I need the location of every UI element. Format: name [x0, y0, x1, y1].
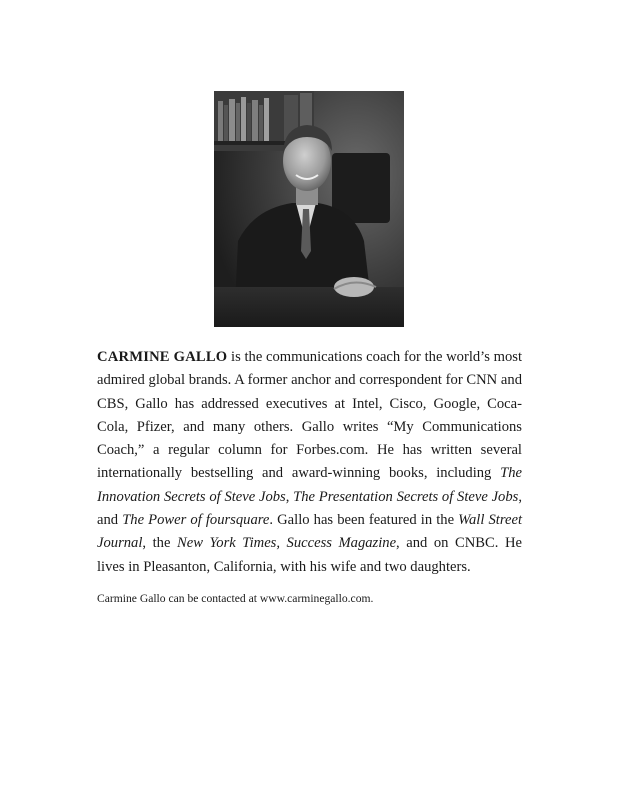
book-title: The Presentation Secrets of Steve Jobs — [293, 488, 519, 505]
book-title: The Power of foursquare — [122, 512, 270, 529]
publication-title: New York Times, Success Magazine — [177, 535, 397, 552]
bio-text: is the communications coach for the world’s most admired global brands. A former anchor and correspondent for CNN and CBS, Gallo has addressed executives at Intel, Cisco, Google, Coca-Cola, Pfizer, and many others. Gallo writes “My Communications Coach,” a regular column for Forbes.com. He has written several internationally bestselling and award-winning books, including — [97, 349, 522, 482]
bio-text: , — [285, 488, 294, 505]
author-name: CARMINE GALLO — [97, 349, 228, 365]
bio-text: , and on CNBC. He lives in Pleasanton, California, with his wife and two daughters. — [97, 535, 522, 575]
bio-text: , and — [97, 488, 522, 529]
author-photo — [214, 91, 404, 327]
contact-line: Carmine Gallo can be contacted at www.carminegallo.com. — [97, 592, 374, 605]
author-bio — [97, 346, 522, 579]
publication-title: Wall Street Journal — [97, 512, 522, 552]
bio-text: . Gallo has been featured in the — [269, 512, 459, 529]
bio-text: , the — [142, 535, 177, 552]
book-title: The Innovation Secrets of Steve Jobs — [97, 465, 522, 505]
author-photo-image — [214, 91, 404, 327]
